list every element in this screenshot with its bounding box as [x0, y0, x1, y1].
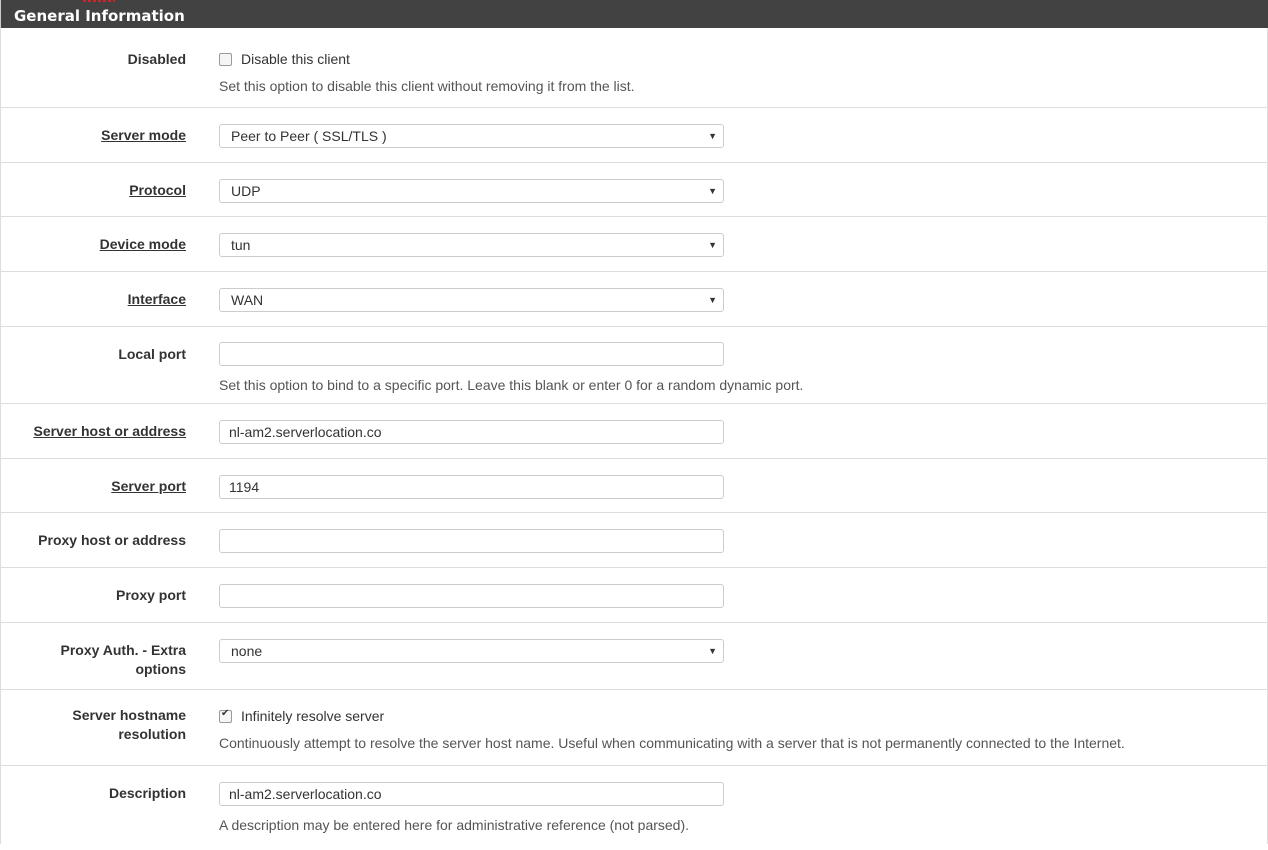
proxy-auth-select[interactable] — [219, 639, 724, 663]
protocol-value: UDP — [231, 183, 261, 199]
description-input[interactable] — [219, 782, 724, 806]
row-server-host — [1, 404, 1267, 459]
label-proxy-auth — [1, 641, 186, 679]
label-hostname-resolution-line2: resolution — [118, 726, 186, 742]
row-interface — [1, 272, 1267, 327]
device-mode-select[interactable] — [219, 233, 724, 257]
label-interface: Interface — [127, 291, 186, 307]
row-description — [1, 766, 1267, 844]
label-proxy-auth-line2: options — [135, 661, 186, 677]
heading-accent-decoration — [83, 0, 115, 2]
row-server-mode — [1, 108, 1267, 163]
help-description: A description may be entered here for administrative reference (not parsed). — [219, 817, 690, 833]
row-proxy-port — [1, 568, 1267, 623]
interface-select[interactable] — [219, 288, 724, 312]
label-disabled: Disabled — [127, 51, 186, 67]
infinitely-resolve-checkbox[interactable] — [219, 710, 232, 723]
row-disabled — [1, 28, 1267, 108]
help-local-port: Set this option to bind to a specific port. Leave this blank or enter 0 for a random dynamic port. — [219, 377, 804, 393]
section-title: General Information — [14, 7, 185, 25]
interface-value: WAN — [231, 292, 264, 308]
row-proxy-auth — [1, 623, 1267, 690]
protocol-select[interactable] — [219, 179, 724, 203]
help-disabled: Set this option to disable this client without removing it from the list. — [219, 78, 635, 94]
label-proxy-port: Proxy port — [115, 587, 186, 603]
label-server-mode: Server mode — [101, 127, 186, 143]
label-hostname-resolution — [1, 706, 186, 744]
caret-down-icon: ▼ — [708, 646, 717, 656]
help-hostname-resolution: Continuously attempt to resolve the server host name. Useful when communicating with a server that is not permanently connected to the Internet. — [219, 735, 1125, 751]
row-device-mode — [1, 217, 1267, 272]
server-mode-value: Peer to Peer ( SSL/TLS ) — [231, 128, 387, 144]
disable-client-checkbox-label[interactable]: Disable this client — [241, 51, 350, 67]
proxy-auth-value: none — [231, 643, 263, 659]
caret-down-icon: ▼ — [708, 295, 717, 305]
general-information-form — [0, 28, 1268, 844]
disable-client-checkbox[interactable] — [219, 53, 232, 66]
server-port-input[interactable] — [219, 475, 724, 499]
disable-client-checkbox-row[interactable] — [219, 50, 350, 68]
row-hostname-resolution — [1, 690, 1267, 766]
caret-down-icon: ▼ — [708, 131, 717, 141]
caret-down-icon: ▼ — [708, 186, 717, 196]
row-server-port — [1, 459, 1267, 513]
label-device-mode: Device mode — [99, 236, 186, 252]
label-description: Description — [108, 785, 186, 801]
server-mode-select[interactable] — [219, 124, 724, 148]
proxy-host-input[interactable] — [219, 529, 724, 553]
infinitely-resolve-checkbox-label[interactable]: Infinitely resolve server — [241, 708, 385, 724]
label-local-port: Local port — [118, 346, 186, 362]
caret-down-icon: ▼ — [708, 240, 717, 250]
label-server-port: Server port — [111, 478, 186, 494]
row-local-port — [1, 327, 1267, 404]
device-mode-value: tun — [231, 237, 251, 253]
infinitely-resolve-checkbox-row[interactable] — [219, 707, 384, 725]
proxy-port-input[interactable] — [219, 584, 724, 608]
label-hostname-resolution-line1: Server hostname — [72, 707, 186, 723]
row-proxy-host — [1, 513, 1267, 568]
server-host-input[interactable] — [219, 420, 724, 444]
label-protocol: Protocol — [129, 182, 186, 198]
label-proxy-host: Proxy host or address — [38, 532, 186, 548]
row-protocol — [1, 163, 1267, 217]
label-server-host: Server host or address — [33, 423, 186, 439]
label-proxy-auth-line1: Proxy Auth. - Extra — [60, 642, 186, 658]
panel-heading — [0, 0, 1268, 28]
local-port-input[interactable] — [219, 342, 724, 366]
